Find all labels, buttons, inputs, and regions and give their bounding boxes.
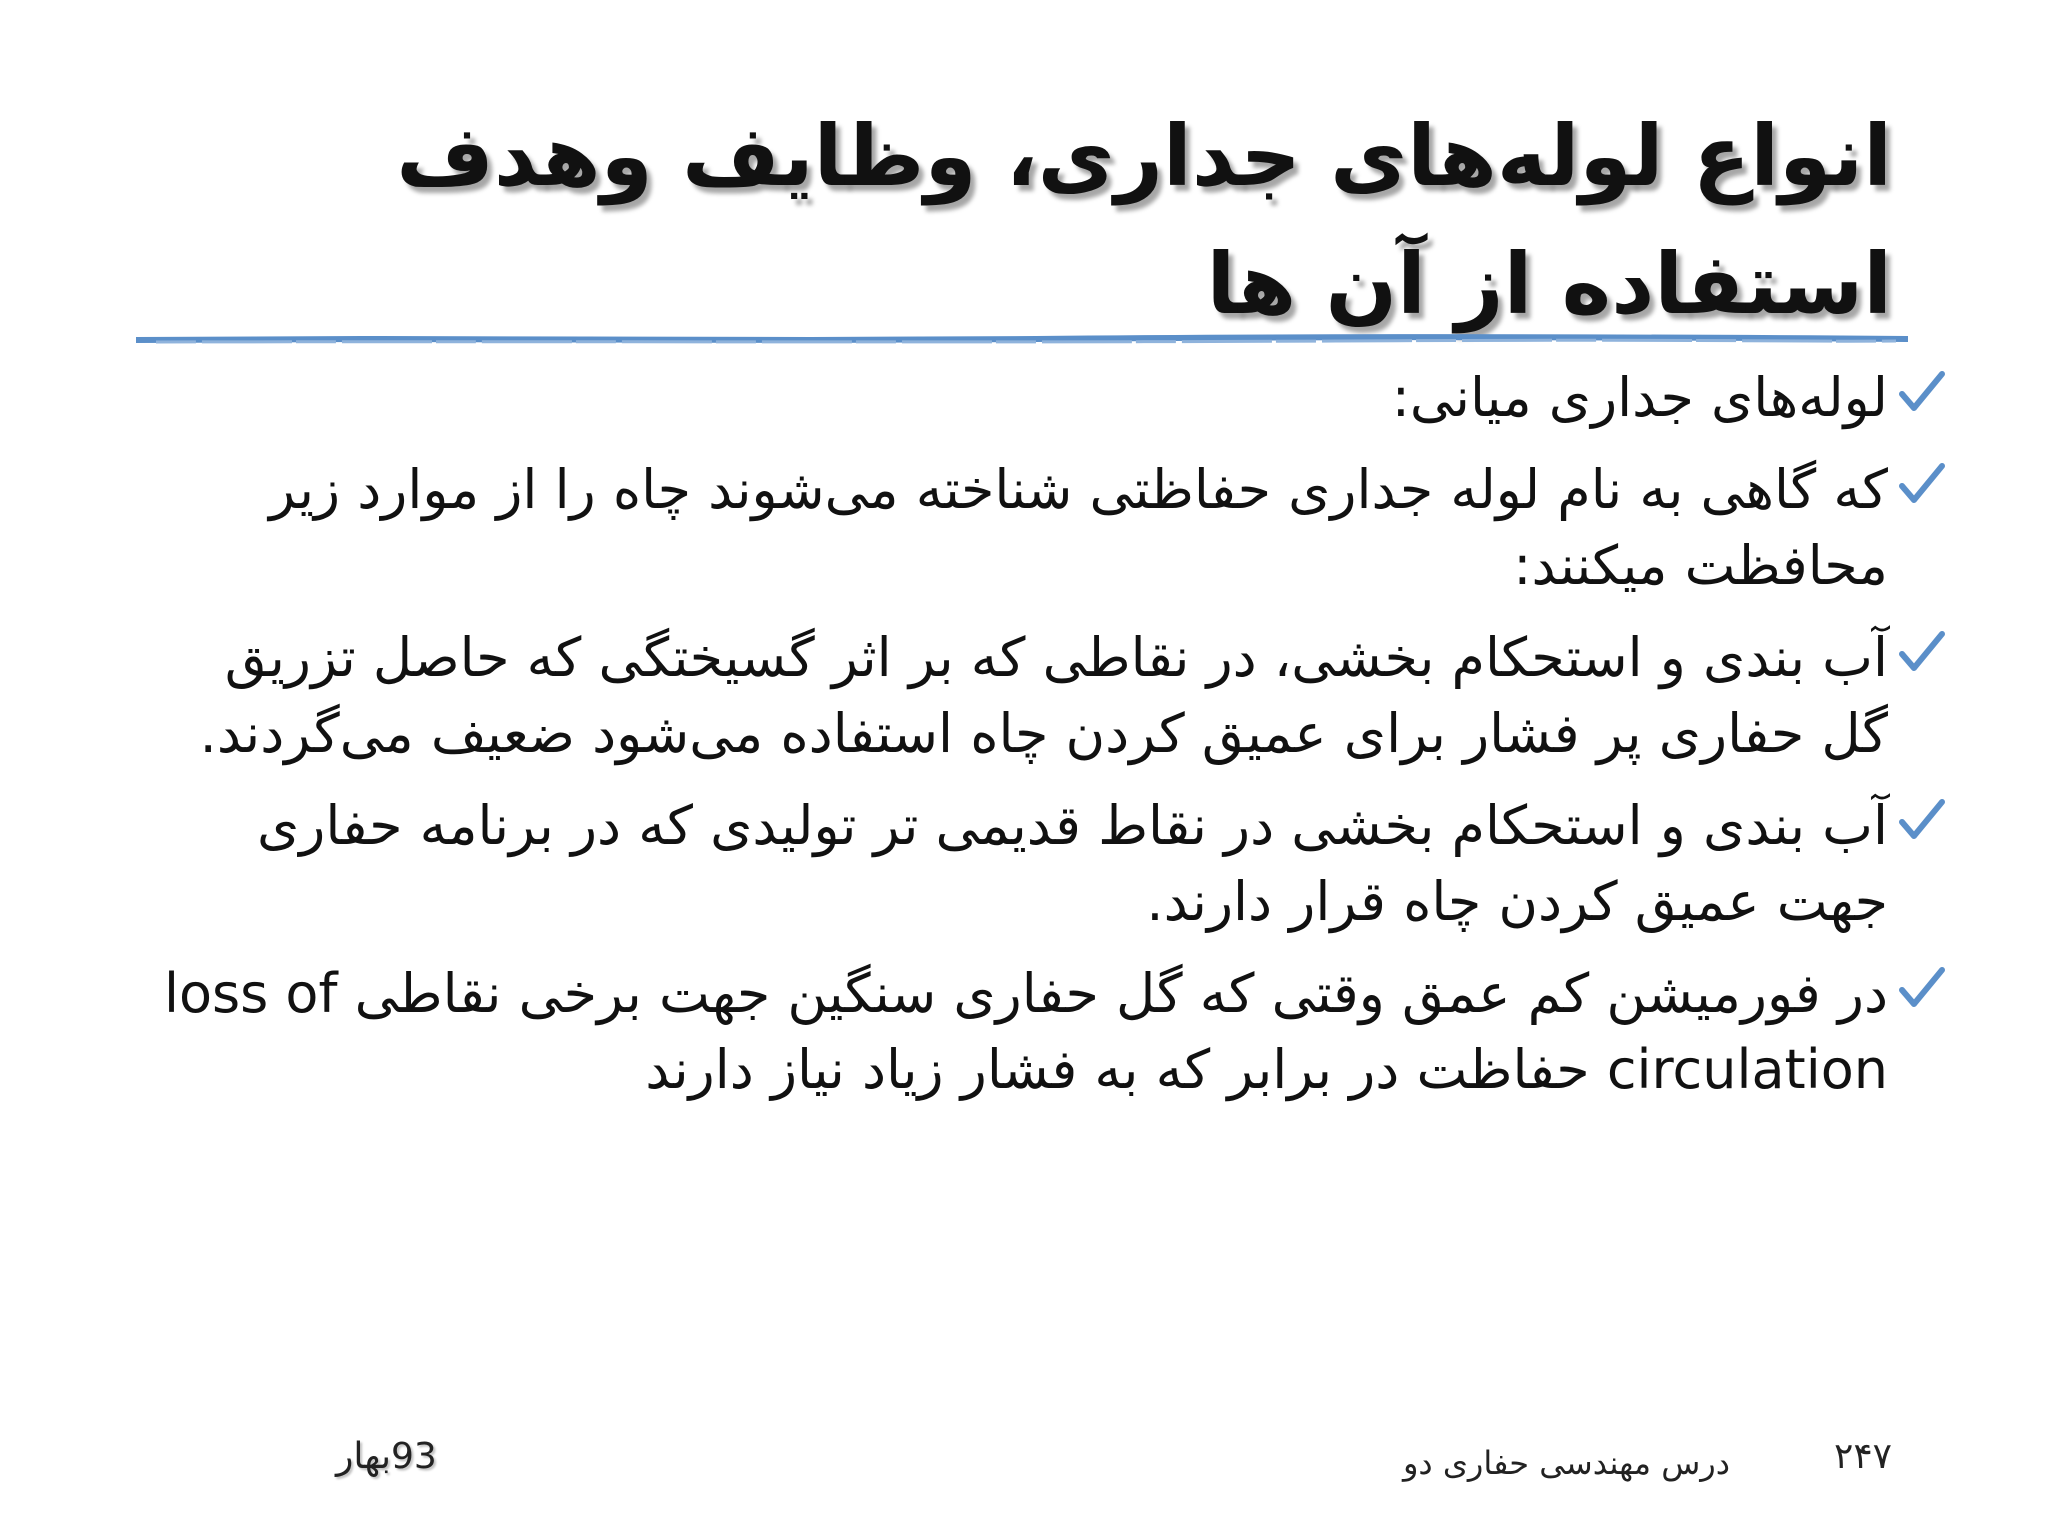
title-line-2: استفاده از آن ها bbox=[1206, 235, 1892, 333]
title-divider bbox=[136, 333, 1908, 347]
footer-date: 93بهار bbox=[336, 1436, 437, 1477]
bullet-item bbox=[148, 452, 1888, 604]
bullet-text-part: حفاظت در برابر که به فشار زیاد نیاز دارند bbox=[645, 1038, 1590, 1101]
bullet-text: لوله‌های جداری میانی: bbox=[1391, 366, 1888, 429]
bullet-text-part: در فورمیشن کم عمق وقتی که گل حفاری سنگین جهت برخی نقاطی bbox=[354, 962, 1888, 1025]
check-icon bbox=[1898, 460, 1946, 508]
bullet-item bbox=[148, 788, 1888, 940]
bullet-text bbox=[148, 956, 1888, 1108]
slide-title bbox=[252, 92, 1892, 348]
check-icon bbox=[1898, 628, 1946, 676]
check-icon bbox=[1898, 796, 1946, 844]
bullet-text-latin: loss of circulation bbox=[163, 962, 1888, 1101]
footer-course-name: درس مهندسی حفاری دو bbox=[1402, 1444, 1730, 1482]
check-icon bbox=[1898, 368, 1946, 416]
check-icon bbox=[1898, 964, 1946, 1012]
bullet-text: که گاهی به نام لوله جداری حفاظتی شناخته می‌شوند چاه را از موارد زیر محافظت میکنند: bbox=[269, 458, 1888, 597]
bullet-item bbox=[148, 620, 1888, 772]
bullet-text: آب بندی و استحکام بخشی، در نقاطی که بر اثر گسیختگی که حاصل تزریق گل حفاری پر فشار برای عمیق کردن چاه استفاده می‌شود ضعیف می‌گردند. bbox=[199, 626, 1888, 765]
bullet-item bbox=[148, 956, 1888, 1108]
bullet-item bbox=[148, 360, 1888, 436]
bullet-list bbox=[148, 360, 1888, 1124]
footer-page-number: ۲۴۷ bbox=[1833, 1436, 1892, 1477]
bullet-text: آب بندی و استحکام بخشی در نقاط قدیمی تر تولیدی که در برنامه حفاری جهت عمیق کردن چاه قرار دارند. bbox=[256, 794, 1888, 933]
title-line-1: انواع لوله‌های جداری، وظایف وهدف bbox=[396, 107, 1892, 205]
